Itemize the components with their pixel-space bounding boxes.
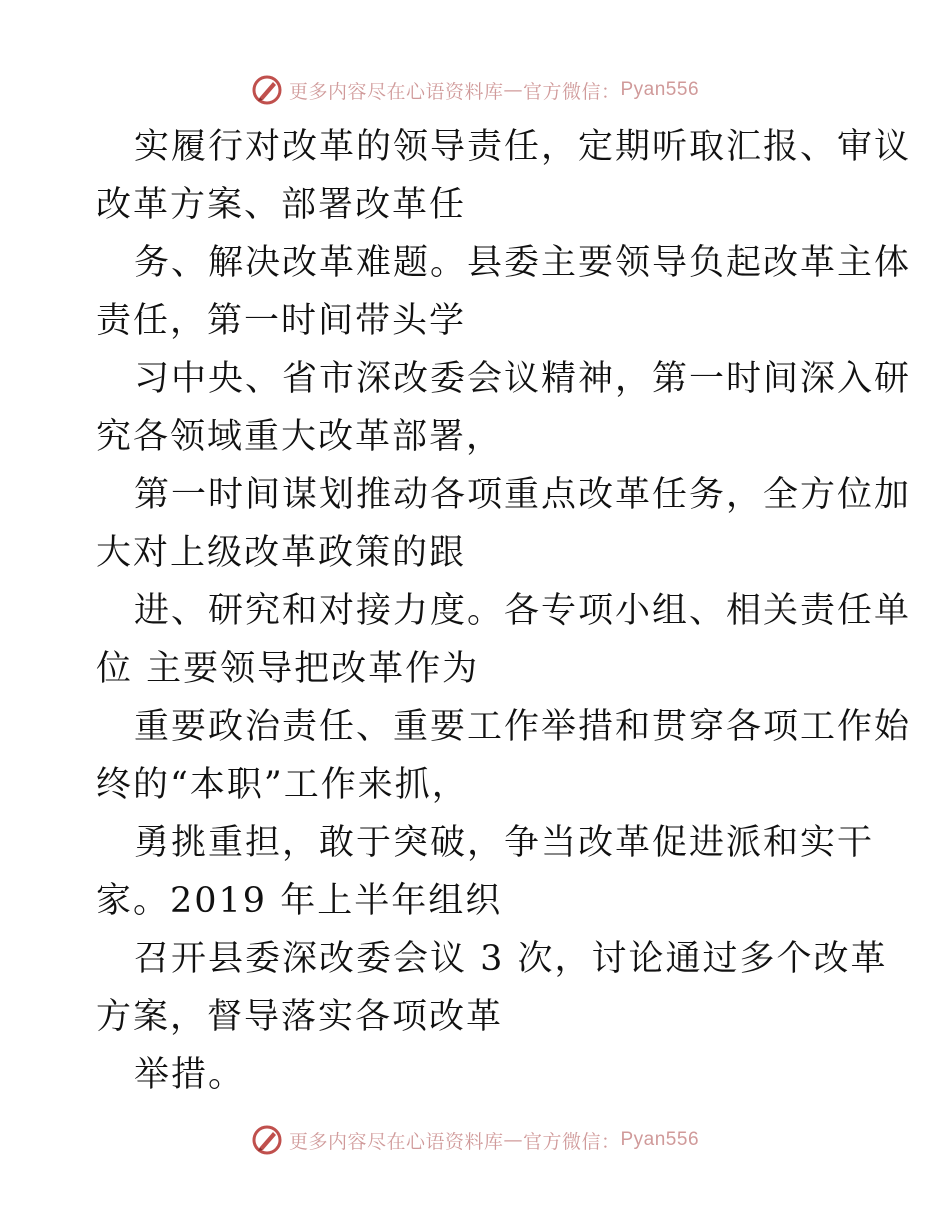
body-line: 终的“本职”工作来抓， xyxy=(96,765,469,805)
body-line: 责任，第一时间带头学 xyxy=(96,301,467,341)
body-line: 进、研究和对接力度。各专项小组、相关责任单 xyxy=(134,591,912,631)
body-line: 勇挑重担，敢于突破，争当改革促进派和实干 xyxy=(134,823,875,863)
body-line: 召开县委深改委会议 3 次，讨论通过多个改革 xyxy=(134,939,888,979)
header-watermark xyxy=(0,70,950,110)
body-line: 方案，督导落实各项改革 xyxy=(96,997,504,1037)
watermark-wechat-id: Pyan556 xyxy=(620,79,700,100)
watermark-brand-text: 更多内容尽在心语资料库 xyxy=(288,1130,504,1153)
body-line: 实履行对改革的领导责任，定期听取汇报、审议 xyxy=(134,127,912,167)
watermark-wechat-label: 官方微信： xyxy=(522,1130,621,1153)
body-line: 习中央、省市深改委会议精神，第一时间深入研 xyxy=(134,359,912,399)
body-line: 大对上级改革政策的跟 xyxy=(96,533,467,573)
watermark-brand-text: 更多内容尽在心语资料库 xyxy=(288,80,504,103)
body-line: 第一时间谋划推动各项重点改革任务，全方位加 xyxy=(134,475,912,515)
body-line: 究各领域重大改革部署， xyxy=(96,417,504,457)
body-line: 重要政治责任、重要工作举措和贯穿各项工作始 xyxy=(134,707,912,747)
watermark-wechat-label: 官方微信： xyxy=(522,80,621,103)
watermark-wechat-id: Pyan556 xyxy=(620,1129,700,1150)
body-line: 家。2019 年上半年组织 xyxy=(96,881,503,921)
pen-logo-icon xyxy=(251,74,283,106)
body-line: 改革方案、部署改革任 xyxy=(96,185,467,225)
watermark-dash: — xyxy=(503,79,523,101)
body-line: 位 主要领导把改革作为 xyxy=(96,649,480,689)
body-line: 举措。 xyxy=(134,1055,246,1095)
document-body xyxy=(96,118,912,1104)
body-line: 务、解决改革难题。县委主要领导负起改革主体 xyxy=(134,243,912,283)
pen-logo-icon xyxy=(251,1124,283,1156)
footer-watermark xyxy=(0,1120,950,1160)
watermark-dash: — xyxy=(503,1129,523,1151)
